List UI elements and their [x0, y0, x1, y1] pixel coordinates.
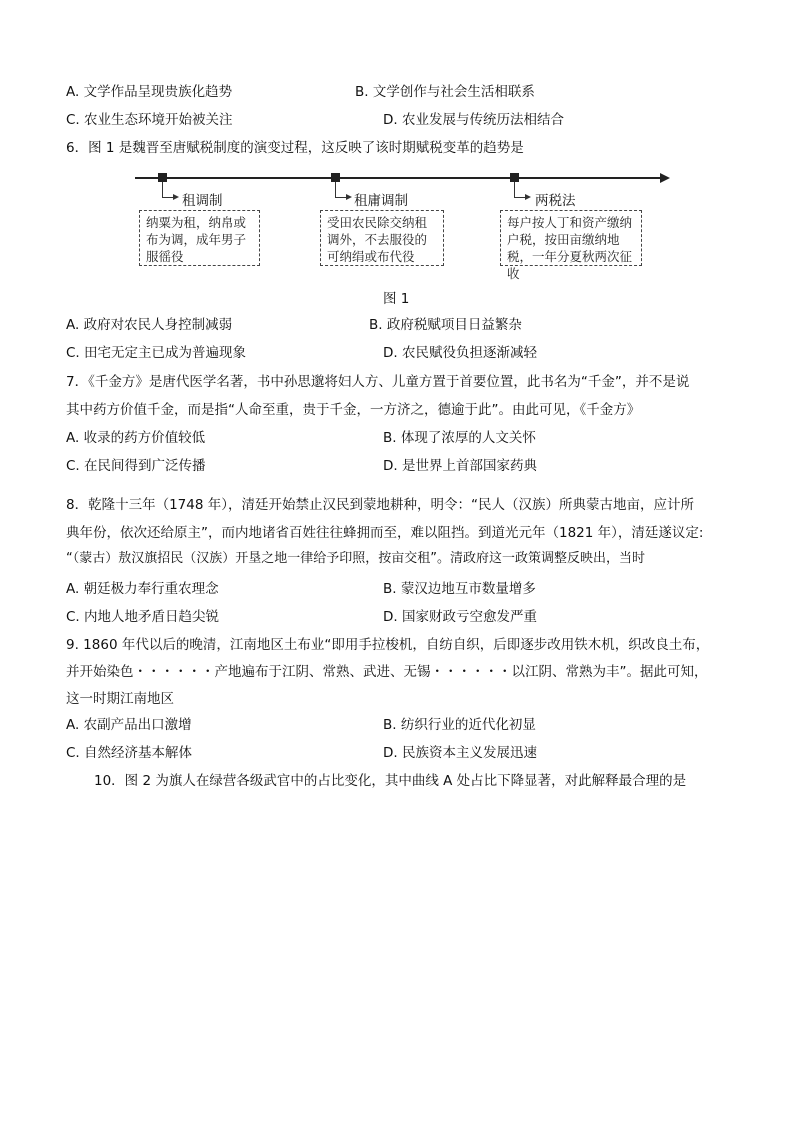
stage-1-connector: [162, 182, 163, 198]
q6-option-c: C. 田宅无定主已成为普遍现象: [66, 345, 247, 361]
q9-option-d: D. 民族资本主义发展迅速: [383, 745, 537, 761]
q8-stem-line-1: 8．乾隆十三年（1748 年），清廷开始禁止汉民到蒙地耕种，明令：“民人（汉族）所典蒙古地亩，应计所: [66, 497, 694, 513]
timeline-arrowhead: [660, 173, 670, 183]
q7-stem-line-1: 7．《千金方》是唐代医学名著，书中孙思邈将妇人方、儿童方置于首要位置，此书名为“千金”，并不是说: [66, 374, 690, 390]
q9-option-c: C. 自然经济基本解体: [66, 745, 193, 761]
q7-stem-line-2: 其中药方价值千金，而是指“人命至重，贵于千金，一方济之，德逾于此”。由此可见，《千金方》: [66, 402, 641, 418]
q5-option-d: D. 农业发展与传统历法相结合: [383, 112, 564, 128]
q8-option-d: D. 国家财政亏空愈发严重: [383, 609, 537, 625]
q9-stem-line-1: 9. 1860 年代以后的晚清，江南地区土布业“即用手拉梭机，自纺自织，后即逐步改用铁木机，织改良土布，: [66, 637, 710, 653]
q7-option-a: A. 收录的药方价值较低: [66, 430, 206, 446]
q7-option-c: C. 在民间得到广泛传播: [66, 458, 206, 474]
q9-option-b: B. 纺织行业的近代化初显: [383, 717, 536, 733]
q8-option-c: C. 内地人地矛盾日趋尖锐: [66, 609, 220, 625]
q7-option-b: B. 体现了浓厚的人文关怀: [383, 430, 536, 446]
stage-3-connector: [514, 182, 515, 198]
stage-1-description: 纳粟为租，纳帛或布为调，成年男子服徭役: [139, 210, 260, 266]
q9-option-a: A. 农副产品出口激增: [66, 717, 192, 733]
stage-3-arrowhead: [525, 194, 531, 200]
q6-option-a: A. 政府对农民人身控制减弱: [66, 317, 233, 333]
q8-stem-line-2: 典年份，依次还给原主”，而内地诸省百姓往往蜂拥而至，难以阻挡。到道光元年（1821 年），清廷遂议定:: [66, 525, 704, 541]
stage-3-label: 两税法: [535, 193, 576, 209]
stage-1-arrowhead: [173, 194, 179, 200]
q6-option-b: B. 政府税赋项目日益繁杂: [369, 317, 522, 333]
q6-option-d: D. 农民赋役负担逐渐减轻: [383, 345, 537, 361]
stage-2-connector: [335, 182, 336, 198]
q5-option-b: B. 文学创作与社会生活相联系: [355, 84, 535, 100]
q9-stem-line-2: 并开始染色・・・・・・产地遍布于江阴、常熟、武进、无锡・・・・・・以江阴、常熟为丰”。据此可知，: [66, 664, 708, 680]
figure-1-caption: 图 1: [383, 291, 410, 307]
q8-stem-line-3: “（蒙古）敖汉旗招民（汉族）开垦之地一律给予印照，按亩交租”。清政府这一政策调整反映出，当时: [66, 551, 645, 566]
stage-1-label: 租调制: [182, 193, 223, 209]
timeline-node-3: [510, 173, 519, 182]
stage-2-label: 租庸调制: [354, 193, 408, 209]
q7-option-d: D. 是世界上首部国家药典: [383, 458, 537, 474]
q10-stem: 10．图 2 为旗人在绿营各级武官中的占比变化，其中曲线 A 处占比下降显著，对此解释最合理的是: [94, 773, 687, 789]
timeline-axis: [135, 177, 665, 179]
stage-2-description: 受田农民除交纳租调外，不去服役的可纳绢或布代役: [320, 210, 444, 266]
timeline-node-1: [158, 173, 167, 182]
q9-stem-line-3: 这一时期江南地区: [66, 691, 174, 707]
stage-3-description: 每户按人丁和资产缴纳户税，按田亩缴纳地税，一年分夏秋两次征收: [500, 210, 642, 266]
q5-option-a: A. 文学作品呈现贵族化趋势: [66, 84, 233, 100]
q8-option-b: B. 蒙汉边地互市数量增多: [383, 581, 536, 597]
timeline-node-2: [331, 173, 340, 182]
q6-stem: 6．图 1 是魏晋至唐赋税制度的演变过程，这反映了该时期赋税变革的趋势是: [66, 140, 524, 156]
q5-option-c: C. 农业生态环境开始被关注: [66, 112, 233, 128]
q8-option-a: A. 朝廷极力奉行重农理念: [66, 581, 219, 597]
stage-2-arrowhead: [346, 194, 352, 200]
